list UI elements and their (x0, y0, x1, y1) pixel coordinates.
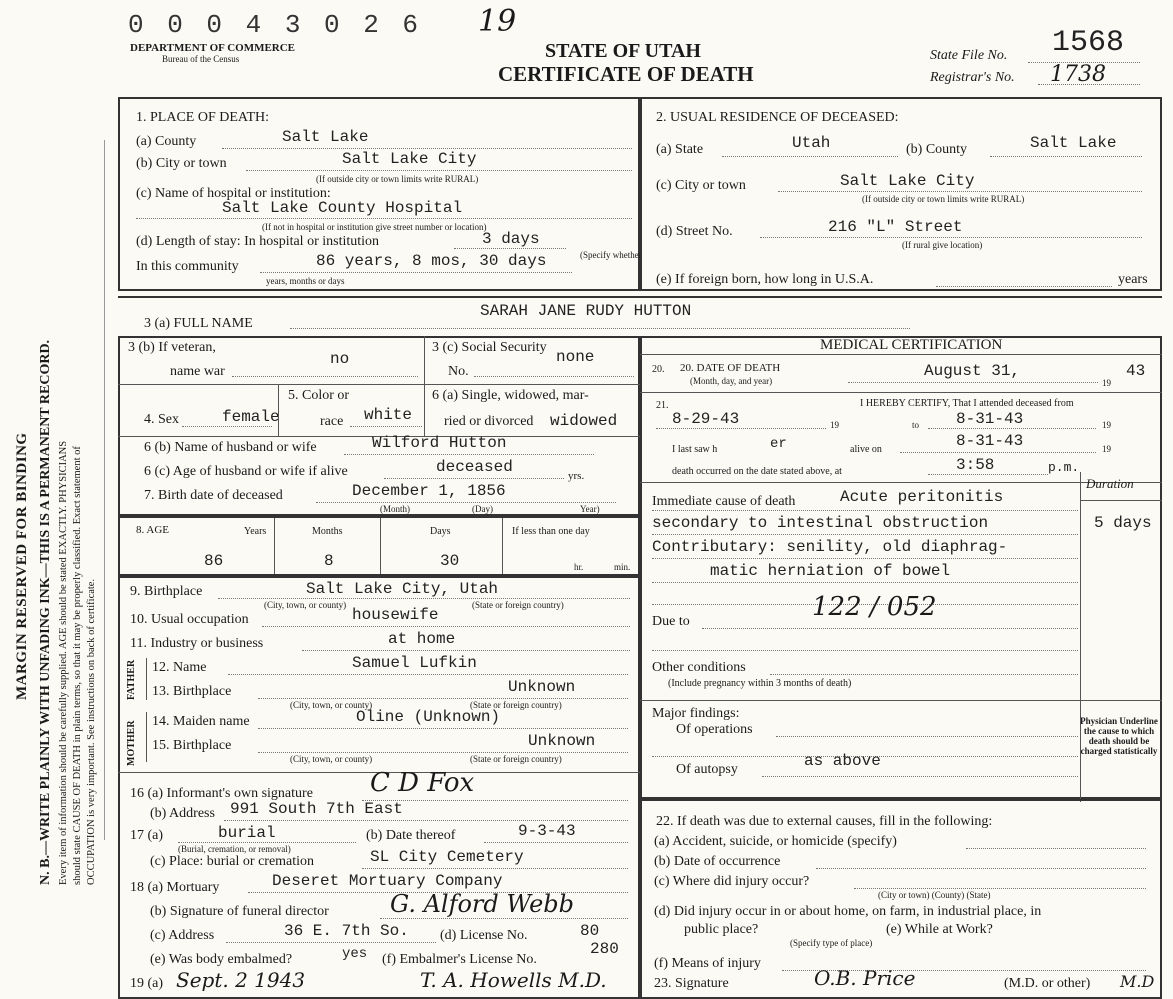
residence-county-label: (b) County (906, 142, 968, 157)
license: 80 (580, 922, 600, 940)
rule (278, 384, 279, 436)
residence-street-note: (If rural give location) (902, 240, 983, 250)
age-years-header: Years (244, 526, 267, 537)
ss-no-label: No. (448, 364, 469, 379)
spouse-age-label: 6 (c) Age of husband or wife if alive (144, 464, 348, 479)
rule (702, 628, 1078, 629)
immediate-label: Immediate cause of death (652, 494, 796, 509)
race: white (364, 406, 413, 424)
informant-address: 991 South 7th East (230, 800, 403, 818)
rule (484, 842, 628, 843)
sex-label: 4. Sex (144, 412, 179, 427)
rule (224, 820, 628, 821)
age-days: 30 (440, 552, 460, 570)
place-county: Salt Lake (282, 128, 369, 146)
age-months-header: Months (312, 526, 343, 537)
rule (228, 674, 628, 675)
father-birth-label: 13. Birthplace (152, 684, 232, 699)
margin-instructions-3: OCCUPATION is very important. See instructions on back of certificate. (86, 578, 97, 885)
place-stay: 3 days (482, 230, 540, 248)
birth-label: 7. Birth date of deceased (144, 488, 283, 503)
place-community-note: years, months or days (266, 276, 345, 286)
rule (362, 868, 628, 869)
residence-street-label: (d) Street No. (656, 224, 733, 239)
registrar-number: 1738 (1050, 62, 1106, 87)
spouse-label: 6 (b) Name of husband or wife (144, 440, 317, 455)
due-to-code: 122 / 052 (812, 592, 937, 622)
residence-street: 216 "L" Street (828, 218, 963, 236)
birthplace-label: 9. Birthplace (130, 584, 203, 599)
residence-city-note: (If outside city or town limits write RURAL) (862, 194, 1025, 204)
ss: none (556, 348, 595, 366)
place-community-label: In this community (136, 259, 239, 274)
informant-address-label: (b) Address (150, 806, 215, 821)
other-note: (Include pregnancy within 3 months of death) (668, 678, 852, 689)
rule (344, 454, 594, 455)
place-city-note: (If outside city or town limits write RURAL) (316, 174, 479, 184)
serial-number: 0 0 0 4 3 0 2 6 (128, 10, 423, 40)
spouse-yrs: yrs. (568, 470, 585, 482)
registrar-signature: T. A. Howells M.D. (420, 968, 607, 992)
ss-label: 3 (c) Social Security (432, 340, 547, 355)
rule (380, 518, 381, 574)
burial-place-label: (c) Place: burial or cremation (150, 854, 315, 869)
occurred-label: death occurred on the date stated above, at (672, 466, 842, 477)
father-name: Samuel Lufkin (352, 654, 477, 672)
director-address-label: (c) Address (150, 928, 215, 943)
rule (182, 426, 272, 427)
dod-year: 43 (1126, 362, 1146, 380)
place-county-label: (a) County (136, 134, 197, 149)
rule (290, 328, 910, 329)
margin-instructions-1: Every item of information should be carefully supplied. AGE should be stated EXACTLY. PHYSICIANS (58, 440, 69, 885)
age-less-header: If less than one day (512, 526, 590, 537)
rule (118, 384, 640, 385)
occupation: housewife (352, 606, 439, 624)
father-birth-note: (City, town, or county) (290, 700, 373, 710)
place-specify: (Specify whether (580, 250, 642, 260)
rule (384, 478, 564, 479)
filed-date: Sept. 2 1943 (176, 968, 306, 992)
license-label: (d) License No. (440, 928, 528, 943)
dod-label: 20. DATE OF DEATH (680, 362, 781, 374)
md-label: (M.D. or other) (1004, 976, 1091, 991)
rule (136, 218, 632, 219)
rule (928, 428, 1096, 429)
alive-yr19: 19 (1102, 444, 1111, 454)
age-years: 86 (204, 552, 224, 570)
residence-foreign-label: (e) If foreign born, how long in U.S.A. (656, 272, 874, 287)
state-file-number: 1568 (1052, 26, 1125, 60)
last-saw: 8-31-43 (956, 432, 1024, 450)
duration-header: Duration (1086, 476, 1134, 491)
rule (502, 518, 503, 574)
last-saw-label: I last saw h (672, 444, 718, 455)
rule (928, 474, 1048, 475)
rule (760, 237, 1142, 238)
to-label: to (912, 420, 920, 430)
ext-e: (e) While at Work? (886, 922, 993, 937)
embalmer: 280 (590, 940, 619, 958)
physician-signature: O.B. Price (814, 966, 916, 990)
margin-instructions-2: should state CAUSE OF DEATH in plain terms, so that it may be properly classified. Exact statement of (72, 446, 83, 885)
rule (1080, 500, 1162, 501)
rule (260, 272, 572, 273)
rule (380, 918, 628, 919)
signature-label: 23. Signature (654, 976, 729, 991)
alive-label: alive on (850, 444, 882, 455)
rule (640, 482, 1162, 483)
age-box (118, 516, 640, 576)
sex: female (222, 408, 280, 426)
mortuary-label: 18 (a) Mortuary (130, 880, 220, 895)
place-title: 1. PLACE OF DEATH: (136, 110, 270, 125)
age-days-header: Days (430, 526, 451, 537)
serial-handwritten: 19 (478, 4, 517, 39)
last-saw-her: er (770, 436, 787, 452)
cause-line-2: secondary to intestinal obstruction (652, 514, 989, 532)
residence-state: Utah (792, 134, 831, 152)
rule (990, 156, 1142, 157)
director-signature: G. Alford Webb (390, 890, 575, 918)
state-title: STATE OF UTAH (545, 40, 701, 62)
rule (778, 191, 1142, 192)
rule (900, 452, 1096, 453)
informant-signature: C D Fox (370, 768, 475, 798)
rule (258, 698, 628, 699)
industry: at home (388, 630, 456, 648)
mother-name: Oline (Unknown) (356, 708, 501, 726)
residence-county: Salt Lake (1030, 134, 1117, 152)
place-hospital-label: (c) Name of hospital or institution: (136, 186, 331, 201)
rule (424, 336, 425, 384)
mother-tag: MOTHER (126, 720, 137, 766)
immediate-cause: Acute peritonitis (840, 488, 1004, 506)
rule (770, 674, 1078, 675)
cause-line-4: matic herniation of bowel (710, 562, 951, 580)
rule (936, 286, 1112, 287)
informant-label: 16 (a) Informant's own signature (130, 786, 313, 801)
rule (656, 428, 826, 429)
spouse: Wilford Hutton (372, 434, 507, 452)
filed-label: 19 (a) (130, 976, 164, 991)
place-community: 86 years, 8 mos, 30 days (316, 252, 547, 270)
md-hand: M.D (1120, 972, 1155, 991)
rule (424, 384, 425, 436)
death-pm: p.m. (1048, 460, 1080, 475)
rule (226, 942, 436, 943)
mother-name-label: 14. Maiden name (152, 714, 250, 729)
embalmed: yes (342, 946, 368, 962)
race-label: race (320, 414, 344, 429)
other-conditions-label: Other conditions (652, 660, 746, 675)
autopsy: as above (804, 752, 881, 770)
rule (218, 598, 630, 599)
certify-text: I HEREBY CERTIFY, That I attended deceased from (860, 398, 1074, 409)
rule (854, 888, 1146, 889)
veteran-label: 3 (b) If veteran, (128, 340, 216, 355)
rule (722, 156, 898, 157)
date-of-death: August 31, (924, 362, 1021, 380)
ext-d2: public place? (684, 922, 759, 937)
dod-note: (Month, day, and year) (690, 376, 773, 386)
bureau-census: Bureau of the Census (162, 54, 240, 64)
age-hr: hr. (574, 562, 584, 572)
war: no (330, 350, 350, 368)
margin-binding-note: MARGIN RESERVED FOR BINDING (14, 432, 30, 700)
full-name: SARAH JANE RUDY HUTTON (480, 302, 692, 320)
age-min: min. (614, 562, 631, 572)
place-hospital: Salt Lake County Hospital (222, 199, 463, 217)
ext-b: (b) Date of occurrence (654, 854, 781, 869)
place-stay-label: (d) Length of stay: In hospital or institution (136, 234, 380, 249)
margin-rule (104, 140, 105, 840)
medical-title: MEDICAL CERTIFICATION (820, 337, 1003, 353)
mother-birth-note-2: (State or foreign country) (470, 754, 562, 764)
rule (652, 582, 1078, 583)
autopsy-label: Of autopsy (676, 762, 738, 777)
birthplace: Salt Lake City, Utah (306, 580, 499, 598)
rule (302, 650, 630, 651)
birth-year: Year) (580, 504, 600, 514)
mother-birth: Unknown (528, 732, 596, 750)
birth-date: December 1, 1856 (352, 482, 506, 500)
physician-note: Physician Underline the cause to which death should be charged statistically (1080, 716, 1158, 756)
rule (232, 376, 418, 377)
rule (262, 626, 630, 627)
mother-birth-label: 15. Birthplace (152, 738, 232, 753)
rule (474, 376, 634, 377)
n21: 21. (656, 400, 669, 411)
full-name-label: 3 (a) FULL NAME (144, 316, 253, 331)
ext-c-note: (City or town) (County) (State) (878, 890, 991, 900)
marital-label-2: ried or divorced (444, 414, 534, 429)
rule (652, 510, 1078, 511)
embalmed-label: (e) Was body embalmed? (150, 952, 293, 967)
ext-f: (f) Means of injury (654, 956, 761, 971)
director-label: (b) Signature of funeral director (150, 904, 329, 919)
residence-city: Salt Lake City (840, 172, 975, 190)
father-name-label: 12. Name (152, 660, 207, 675)
from-yr19: 19 (830, 420, 839, 430)
mortuary: Deseret Mortuary Company (272, 872, 503, 890)
registrar-line (1038, 84, 1140, 85)
rule (258, 752, 628, 753)
certificate-title: CERTIFICATE OF DEATH (498, 62, 754, 86)
residence-city-label: (c) City or town (656, 178, 746, 193)
rule (178, 842, 356, 843)
birthplace-note-2: (State or foreign country) (472, 600, 564, 610)
burial-label: 17 (a) (130, 828, 164, 843)
due-to-label: Due to (652, 614, 690, 629)
burial-note: (Burial, cremation, or removal) (178, 844, 291, 854)
rule (652, 534, 1078, 535)
birth-day: (Day) (472, 504, 493, 514)
father-birth: Unknown (508, 678, 576, 696)
date-thereof-label: (b) Date thereof (366, 828, 456, 843)
war-label: name war (170, 364, 225, 379)
margin-permanent-record: N. B.—WRITE PLAINLY WITH UNFADING INK—THIS IS A PERMANENT RECORD. (38, 339, 53, 885)
rule (776, 736, 1078, 737)
rule (350, 426, 422, 427)
dept-commerce: DEPARTMENT OF COMMERCE (130, 42, 296, 54)
registrar-label: Registrar's No. (930, 70, 1015, 85)
spouse-age: deceased (436, 458, 513, 476)
findings-label: Major findings: (652, 706, 740, 721)
rule (118, 296, 1162, 298)
cause-duration: 5 days (1094, 514, 1152, 532)
ext-title: 22. If death was due to external causes, fill in the following: (656, 814, 993, 829)
rule (222, 148, 632, 149)
rule (640, 700, 1162, 701)
rule (652, 558, 1078, 559)
rule (966, 848, 1146, 849)
ext-a: (a) Accident, suicide, or homicide (specify) (654, 834, 897, 849)
rule (274, 518, 275, 574)
rule (146, 712, 147, 762)
place-hospital-note: (If not in hospital or institution give street number or location) (262, 222, 487, 232)
father-tag: FATHER (126, 659, 137, 700)
father-birth-note-2: (State or foreign country) (470, 700, 562, 710)
rule (848, 382, 1098, 383)
birthplace-note: (City, town, or county) (264, 600, 347, 610)
rule (316, 502, 616, 503)
mother-birth-note: (City, town, or county) (290, 754, 373, 764)
residence-title: 2. USUAL RESIDENCE OF DECEASED: (656, 110, 899, 125)
date-thereof: 9-3-43 (518, 822, 576, 840)
director-address: 36 E. 7th So. (284, 922, 409, 940)
industry-label: 11. Industry or business (130, 636, 264, 651)
rule (246, 170, 632, 171)
death-time: 3:58 (956, 456, 995, 474)
ext-d-note: (Specify type of place) (790, 938, 873, 948)
rule (762, 776, 1078, 777)
state-file-label: State File No. (930, 48, 1008, 63)
dod-num: 20. (652, 364, 665, 375)
birth-month: (Month) (380, 504, 410, 514)
rule (454, 248, 566, 249)
operations-label: Of operations (676, 722, 753, 737)
embalmer-label: (f) Embalmer's License No. (382, 952, 537, 967)
marital: widowed (550, 412, 618, 430)
rule (258, 728, 628, 729)
attended-from: 8-29-43 (672, 410, 740, 428)
ext-c: (c) Where did injury occur? (654, 874, 810, 889)
to-yr19: 19 (1102, 420, 1111, 430)
burial: burial (218, 824, 276, 842)
ext-d: (d) Did injury occur in or about home, on farm, in industrial place, in (654, 904, 1042, 919)
occupation-label: 10. Usual occupation (130, 612, 249, 627)
rule (146, 658, 147, 700)
place-city-label: (b) City or town (136, 156, 227, 171)
age-months: 8 (324, 552, 334, 570)
burial-place: SL City Cemetery (370, 848, 524, 866)
marital-label: 6 (a) Single, widowed, mar- (432, 388, 589, 403)
rule (816, 868, 1146, 869)
rule (652, 650, 1078, 651)
rule (640, 354, 1162, 355)
attended-to: 8-31-43 (956, 410, 1024, 428)
age-label: 8. AGE (136, 524, 169, 536)
rule (640, 392, 1162, 393)
residence-years: years (1118, 272, 1148, 287)
place-city: Salt Lake City (342, 150, 477, 168)
residence-state-label: (a) State (656, 142, 704, 157)
color-label: 5. Color or (288, 388, 350, 403)
dod-yr19: 19 (1102, 378, 1111, 388)
cause-line-3: Contributary: senility, old diaphrag- (652, 538, 1008, 556)
